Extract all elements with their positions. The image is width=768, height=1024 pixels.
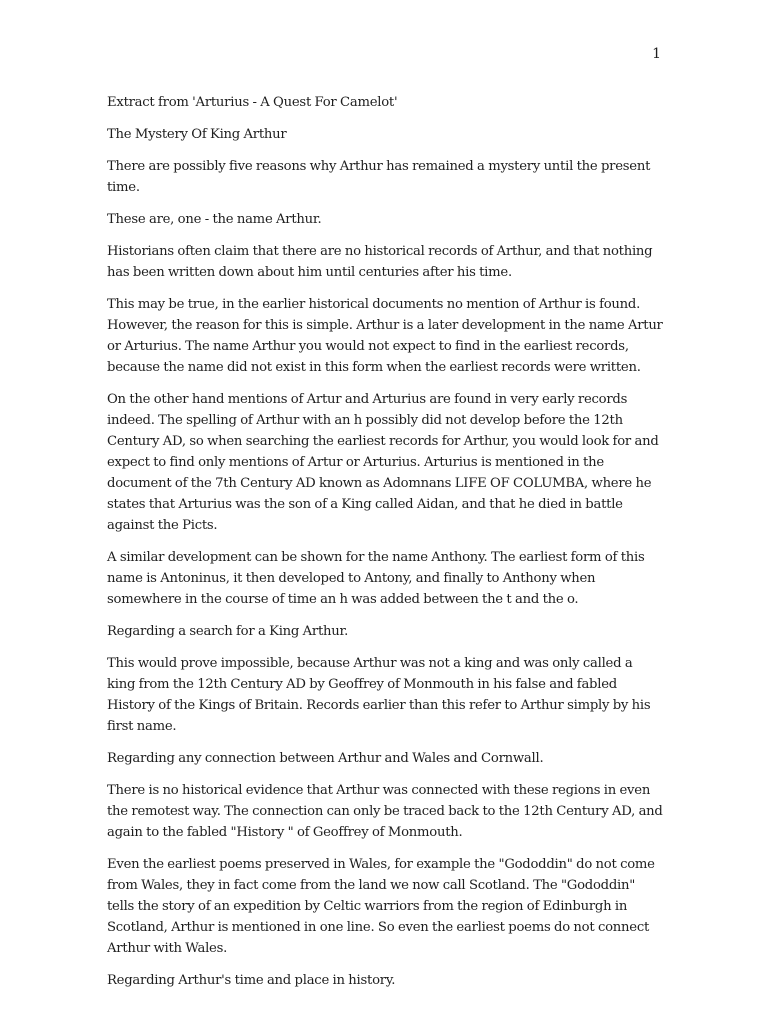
paragraph: There are possibly five reasons why Arthur has remained a mystery until the present time.	[107, 159, 651, 195]
paragraph: On the other hand mentions of Artur and Arturius are found in very early records indeed. The spelling of Arthur with an h possibly did not develop before the 12th Century AD, so when searching the earliest records for Arthur, you would look for and expect to find only mentions of Artur or Arturius. Arturius is mentioned in the document of the 7th Century AD known as Adomnans LIFE OF COLUMBA, where he states that Arturius was the son of a King called Aidan, and that he died in battle against the Picts.	[107, 392, 659, 533]
paragraph: Even the earliest poems preserved in Wales, for example the "Gododdin" do not come from Wales, they in fact come from the land we now call Scotland. The "Gododdin" tells the story of an expedition by Celtic warriors from the region of Edinburgh in Scotland, Arthur is mentioned in one line. So even the earliest poems do not connect Arthur with Wales.	[107, 857, 655, 956]
document-body	[107, 92, 663, 1002]
paragraph: There is no historical evidence that Arthur was connected with these regions in even the remotest way. The connection can only be traced back to the 12th Century AD, and again to the fabled "History " of Geoffrey of Monmouth.	[107, 783, 663, 840]
section-heading: Regarding a search for a King Arthur.	[107, 624, 349, 639]
paragraph: This would prove impossible, because Arthur was not a king and was only called a king from the 12th Century AD by Geoffrey of Monmouth in his false and fabled History of the Kings of Britain. Records earlier than this refer to Arthur simply by his first name.	[107, 656, 651, 734]
source-line: Extract from 'Arturius - A Quest For Camelot'	[107, 95, 398, 110]
paragraph: These are, one - the name Arthur.	[107, 212, 322, 227]
section-heading: Regarding any connection between Arthur and Wales and Cornwall.	[107, 751, 544, 766]
paragraph: This may be true, in the earlier historical documents no mention of Arthur is found. However, the reason for this is simple. Arthur is a later development in the name Artur or Arturius. The name Arthur you would not expect to find in the earliest records, because the name did not exist in this form when the earliest records were written.	[107, 297, 663, 375]
page-number: 1	[652, 46, 661, 62]
chapter-title: The Mystery Of King Arthur	[107, 127, 287, 142]
section-heading: Regarding Arthur's time and place in history.	[107, 973, 396, 988]
paragraph: A similar development can be shown for the name Anthony. The earliest form of this name is Antoninus, it then developed to Antony, and finally to Anthony when somewhere in the course of time an h was added between the t and the o.	[107, 550, 645, 607]
paragraph: Historians often claim that there are no historical records of Arthur, and that nothing has been written down about him until centuries after his time.	[107, 244, 653, 280]
